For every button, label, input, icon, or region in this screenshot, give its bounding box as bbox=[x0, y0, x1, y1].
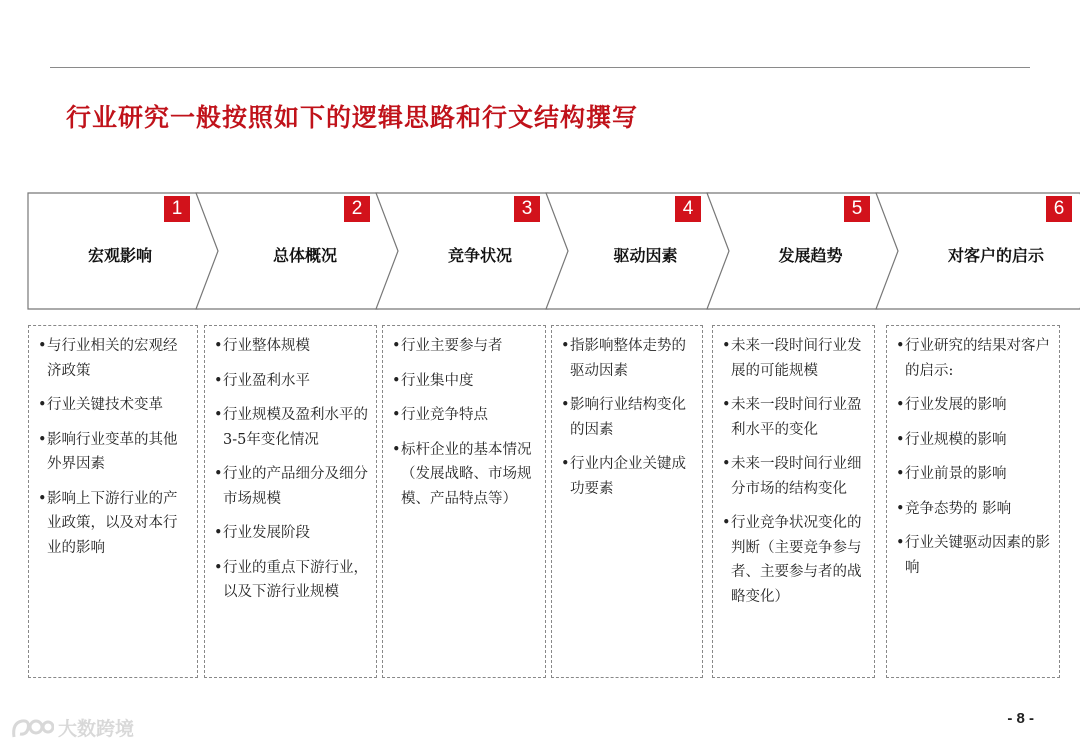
detail-item: • 行业规模及盈利水平的3-5年变化情况 bbox=[223, 403, 370, 452]
watermark-logo-icon bbox=[10, 715, 54, 741]
detail-item: • 行业主要参与者 bbox=[401, 334, 539, 359]
watermark bbox=[10, 714, 134, 741]
step-label: 竞争状况 bbox=[447, 246, 512, 265]
detail-item: • 行业的重点下游行业，以及下游行业规模 bbox=[223, 556, 370, 605]
detail-item: • 指影响整体走势的驱动因素 bbox=[570, 334, 696, 383]
detail-item: • 行业发展阶段 bbox=[223, 521, 370, 546]
detail-item: • 行业发展的影响 bbox=[905, 393, 1053, 418]
detail-item: • 竞争态势的 影响 bbox=[905, 497, 1053, 522]
detail-item: • 行业内企业关键成功要素 bbox=[570, 452, 696, 501]
step-label: 驱动因素 bbox=[613, 246, 678, 265]
watermark-text: 大数跨境 bbox=[58, 718, 135, 740]
step-detail-box bbox=[886, 325, 1060, 678]
detail-item: • 行业盈利水平 bbox=[223, 369, 370, 394]
process-chevrons bbox=[0, 0, 1080, 320]
detail-item: • 行业竞争状况变化的判断（主要竞争参与者、主要参与者的战略变化） bbox=[731, 511, 868, 609]
detail-item: • 未来一段时间行业盈利水平的变化 bbox=[731, 393, 868, 442]
detail-item: • 影响行业变革的其他外界因素 bbox=[47, 428, 191, 477]
step-label: 宏观影响 bbox=[87, 246, 152, 265]
step-detail-box bbox=[204, 325, 377, 678]
detail-item: • 行业研究的结果对客户的启示: bbox=[905, 334, 1053, 383]
detail-item: • 与行业相关的宏观经济政策 bbox=[47, 334, 191, 383]
detail-item: • 未来一段时间行业细分市场的结构变化 bbox=[731, 452, 868, 501]
detail-item: • 行业关键技术变革 bbox=[47, 393, 191, 418]
step-number-badge: 6 bbox=[1046, 196, 1072, 222]
detail-item: • 行业的产品细分及细分市场规模 bbox=[223, 462, 370, 511]
step-number-badge: 1 bbox=[164, 196, 190, 222]
step-number-badge: 3 bbox=[514, 196, 540, 222]
step-number-badge: 4 bbox=[675, 196, 701, 222]
detail-item: • 影响上下游行业的产业政策，以及对本行业的影响 bbox=[47, 487, 191, 561]
step-detail-box bbox=[712, 325, 875, 678]
step-number-badge: 2 bbox=[344, 196, 370, 222]
detail-item: • 行业规模的影响 bbox=[905, 428, 1053, 453]
detail-item: • 行业竞争特点 bbox=[401, 403, 539, 428]
detail-item: • 行业关键驱动因素的影响 bbox=[905, 531, 1053, 580]
step-detail-box bbox=[551, 325, 703, 678]
step-label: 发展趋势 bbox=[778, 246, 843, 265]
detail-item: • 标杆企业的基本情况（发展战略、市场规模、产品特点等） bbox=[401, 438, 539, 512]
page-title: 行业研究一般按照如下的逻辑思路和行文结构撰写 bbox=[66, 103, 639, 132]
detail-item: • 行业前景的影响 bbox=[905, 462, 1053, 487]
step-detail-box bbox=[28, 325, 198, 678]
step-detail-box bbox=[382, 325, 546, 678]
detail-item: • 行业整体规模 bbox=[223, 334, 370, 359]
detail-item: • 未来一段时间行业发展的可能规模 bbox=[731, 334, 868, 383]
detail-item: • 行业集中度 bbox=[401, 369, 539, 394]
detail-item: • 影响行业结构变化的因素 bbox=[570, 393, 696, 442]
step-number-badge: 5 bbox=[844, 196, 870, 222]
page-number: - 8 - bbox=[1007, 710, 1034, 727]
step-label: 对客户的启示 bbox=[947, 246, 1044, 265]
step-label: 总体概况 bbox=[272, 246, 337, 265]
